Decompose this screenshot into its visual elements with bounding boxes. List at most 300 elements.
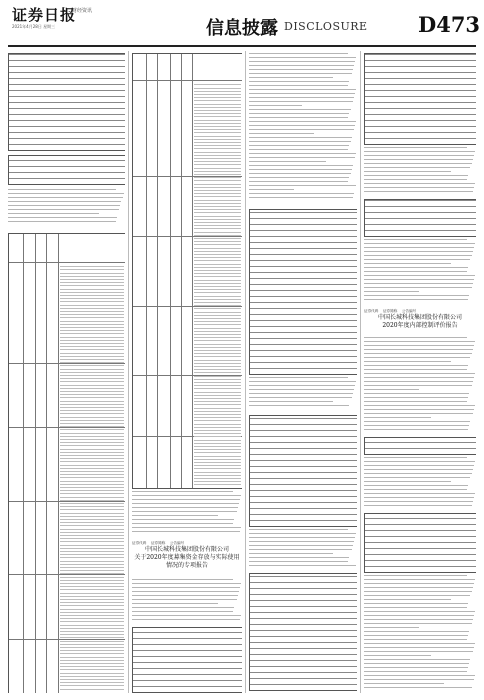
article-title: 2020年度内部控制评价报告: [382, 321, 458, 329]
table-cell-text: [194, 414, 241, 415]
table-cell-text: [194, 184, 241, 185]
table-cell-text: [194, 190, 241, 191]
table-cell-text: [194, 363, 241, 364]
table-col-rule: [58, 234, 59, 693]
table-cell-text: [60, 353, 124, 354]
table-cell-text: [60, 282, 124, 283]
text-line: [8, 193, 124, 194]
text-line: [132, 615, 241, 616]
table-cell-text: [194, 366, 241, 367]
table-cell-text: [60, 407, 124, 408]
table-cell-text: [194, 94, 241, 95]
text-line: [8, 197, 123, 198]
text-line: [364, 255, 472, 256]
table-cell-text: [60, 602, 124, 603]
text-line: [364, 271, 467, 272]
table-cell-text: [194, 296, 241, 297]
table-col-rule: [23, 234, 24, 693]
text-line: [8, 217, 117, 218]
table-cell-text: [194, 289, 241, 290]
text-line: [364, 615, 474, 616]
text-line: [364, 623, 472, 624]
table-cell-text: [194, 395, 241, 396]
table-cell-text: [194, 104, 241, 105]
text-line: [249, 553, 333, 554]
table-cell-text: [194, 257, 241, 258]
text-line: [249, 113, 349, 114]
text-line: [8, 205, 120, 206]
text-line: [249, 549, 352, 550]
text-line: [364, 349, 473, 350]
text-line: [364, 505, 472, 506]
text-line: [364, 381, 473, 382]
table-cell-text: [194, 369, 241, 370]
table-cell-text: [194, 216, 241, 217]
text-block: [249, 53, 357, 203]
text-line: [249, 537, 355, 538]
table-cell-text: [60, 375, 124, 376]
table-cell-text: [60, 397, 124, 398]
logo-subtitle: 财经资讯: [72, 8, 93, 14]
table-cell-text: [60, 615, 124, 616]
table-cell-text: [194, 164, 241, 165]
table-cell-text: [60, 477, 124, 478]
text-line: [364, 377, 474, 378]
table-cell-text: [194, 334, 241, 335]
text-line: [364, 171, 451, 172]
table-cell-text: [60, 679, 124, 680]
text-line: [364, 595, 470, 596]
table-cell-text: [194, 267, 241, 268]
text-line: [249, 181, 348, 182]
text-block: [364, 147, 476, 195]
table-cell-text: [194, 107, 241, 108]
text-line: [132, 499, 240, 500]
table-cell-text: [194, 324, 241, 325]
table-cell-text: [60, 321, 124, 322]
text-line: [364, 635, 468, 636]
table-cell-text: [60, 458, 124, 459]
masthead-rule: [8, 45, 476, 47]
table-cell-text: [60, 311, 124, 312]
text-line: [249, 105, 302, 106]
text-line: [249, 197, 353, 198]
text-line: [364, 299, 468, 300]
text-line: [249, 145, 349, 146]
text-line: [364, 175, 468, 176]
table-cell-text: [60, 532, 124, 533]
table-cell-text: [60, 449, 124, 450]
table-cell-text: [194, 388, 241, 389]
text-line: [364, 405, 475, 406]
text-line: [364, 587, 473, 588]
text-line: [364, 291, 419, 292]
text-line: [364, 357, 470, 358]
table-cell-text: [194, 219, 241, 220]
table-cell-text: [60, 647, 124, 648]
table-cell-text: [194, 232, 241, 233]
table-cell-text: [194, 123, 241, 124]
text-line: [364, 603, 468, 604]
text-line: [249, 165, 353, 166]
text-line: [132, 619, 240, 620]
text-line: [132, 503, 239, 504]
table-cell-text: [194, 91, 241, 92]
table-cell-text: [194, 312, 241, 313]
table-cell-text: [194, 404, 241, 405]
text-line: [249, 393, 353, 394]
text-line: [249, 381, 356, 382]
table-cell-text: [60, 567, 124, 568]
table-cell-text: [60, 298, 124, 299]
table-cell-text: [194, 299, 241, 300]
text-line: [249, 157, 355, 158]
table-cell-text: [194, 152, 241, 153]
table-cell-text: [194, 200, 241, 201]
text-line: [364, 687, 472, 688]
table-cell-text: [60, 324, 124, 325]
table-cell-text: [194, 430, 241, 431]
table-cell-text: [194, 286, 241, 287]
table-cell-text: [60, 365, 124, 366]
table-cell-text: [60, 474, 124, 475]
table-row-rule: [9, 501, 125, 502]
table-cell-text: [60, 436, 124, 437]
text-line: [249, 177, 349, 178]
table-cell-text: [60, 689, 124, 690]
column-divider: [128, 51, 129, 693]
text-line: [364, 287, 472, 288]
table-cell-text: [194, 484, 241, 485]
text-line: [364, 163, 472, 164]
text-line: [364, 385, 472, 386]
table-cell-text: [194, 328, 241, 329]
table-cell-text: [194, 264, 241, 265]
table-cell-text: [60, 465, 124, 466]
text-line: [364, 477, 470, 478]
text-line: [364, 457, 467, 458]
table-cell-text: [194, 120, 241, 121]
table-cell-text: [60, 541, 124, 542]
table-col-rule: [192, 54, 193, 488]
table-cell-text: [194, 155, 241, 156]
text-line: [364, 425, 469, 426]
table-cell-text: [60, 333, 124, 334]
table-cell-text: [194, 196, 241, 197]
table-col-rule: [157, 54, 158, 488]
table-cell-text: [60, 471, 124, 472]
table-cell-text: [60, 506, 124, 507]
table-cell-text: [60, 269, 124, 270]
table-cell-text: [194, 177, 241, 178]
table-cell-text: [194, 244, 241, 245]
text-line: [249, 121, 356, 122]
text-line: [364, 263, 451, 264]
text-line: [249, 149, 348, 150]
text-line: [249, 561, 348, 562]
table-cell-text: [194, 411, 241, 412]
text-line: [249, 389, 354, 390]
text-block: [364, 239, 476, 303]
table-cell-text: [60, 490, 124, 491]
table-cell-text: [60, 625, 124, 626]
text-line: [364, 639, 467, 640]
text-block: [364, 457, 476, 509]
table-cell-text: [60, 452, 124, 453]
column-1: [8, 51, 125, 693]
text-line: [249, 57, 356, 58]
text-line: [249, 193, 354, 194]
table-block: [364, 199, 476, 237]
text-line: [364, 429, 468, 430]
table-cell-text: [60, 487, 124, 488]
table-cell-text: [194, 465, 241, 466]
text-line: [364, 243, 475, 244]
table-cell-text: [60, 305, 124, 306]
table-cell-text: [194, 459, 241, 460]
column-3: [249, 51, 357, 693]
table-cell-text: [60, 573, 124, 574]
table-cell-text: [60, 279, 124, 280]
text-line: [364, 413, 473, 414]
text-line: [364, 489, 467, 490]
text-line: [132, 611, 233, 612]
table-cell-text: [60, 551, 124, 552]
table-cell-text: [60, 673, 124, 674]
table-cell-text: [60, 657, 124, 658]
text-line: [249, 545, 353, 546]
table-cell-text: [194, 417, 241, 418]
table-cell-text: [194, 248, 241, 249]
table-cell-text: [194, 401, 241, 402]
text-line: [132, 583, 241, 584]
table-cell-text: [194, 283, 241, 284]
table-cell-text: [194, 478, 241, 479]
table-cell-text: [194, 462, 241, 463]
text-line: [364, 481, 451, 482]
text-line: [249, 77, 333, 78]
text-line: [364, 353, 472, 354]
text-line: [364, 683, 444, 684]
table-cell-text: [194, 225, 241, 226]
table-cell-text: [60, 599, 124, 600]
text-line: [8, 201, 121, 202]
table-cell-text: [194, 145, 241, 146]
text-line: [364, 647, 474, 648]
text-line: [364, 643, 475, 644]
text-line: [364, 159, 473, 160]
table-cell-text: [60, 410, 124, 411]
text-line: [364, 373, 475, 374]
text-line: [364, 599, 451, 600]
table-cell-text: [194, 427, 241, 428]
column-2: [132, 51, 242, 693]
text-line: [249, 97, 354, 98]
text-line: [364, 275, 475, 276]
text-line: [132, 527, 241, 528]
table-cell-text: [60, 330, 124, 331]
table-cell-text: [60, 401, 124, 402]
table-cell-text: [60, 663, 124, 664]
text-line: [249, 117, 348, 118]
table-cell-text: [60, 577, 124, 578]
table-cell-text: [60, 426, 124, 427]
text-line: [364, 247, 474, 248]
text-line: [249, 565, 356, 566]
table-cell-text: [194, 305, 241, 306]
table-cell-text: [194, 382, 241, 383]
text-line: [364, 579, 475, 580]
table-cell-text: [194, 139, 241, 140]
text-line: [132, 595, 238, 596]
text-line: [364, 651, 473, 652]
table-cell-text: [60, 327, 124, 328]
text-line: [249, 529, 348, 530]
text-line: [364, 239, 467, 240]
text-block: [249, 377, 357, 411]
text-block: [364, 575, 476, 691]
table-cell-text: [60, 631, 124, 632]
text-line: [364, 679, 474, 680]
table-cell-text: [60, 385, 124, 386]
table-cell-text: [60, 666, 124, 667]
table-cell-text: [60, 417, 124, 418]
text-line: [249, 173, 351, 174]
table-cell-text: [60, 538, 124, 539]
text-line: [249, 125, 355, 126]
table-block: [132, 53, 242, 489]
text-block: [132, 491, 242, 535]
article-header: 证券代码 证券简称 公告编号 中国长城科技集团股份有限公司 2020年度内部控制评价报告: [364, 309, 476, 330]
text-line: [364, 659, 470, 660]
table-cell-text: [60, 445, 124, 446]
column-divider: [245, 51, 246, 693]
table-cell-text: [194, 222, 241, 223]
table-cell-text: [60, 618, 124, 619]
table-cell-text: [60, 285, 124, 286]
table-cell-text: [60, 564, 124, 565]
table-cell-text: [194, 187, 241, 188]
table-cell-text: [194, 174, 241, 175]
text-line: [364, 591, 472, 592]
text-line: [364, 279, 474, 280]
table-cell-text: [194, 315, 241, 316]
text-line: [249, 401, 333, 402]
table-cell-text: [60, 660, 124, 661]
text-line: [132, 579, 233, 580]
column-4: [364, 51, 476, 693]
table-cell-text: [60, 628, 124, 629]
table-cell-text: [194, 452, 241, 453]
text-line: [364, 461, 475, 462]
table-cell-text: [60, 433, 124, 434]
text-line: [364, 663, 469, 664]
text-line: [249, 93, 355, 94]
table-cell-text: [60, 493, 124, 494]
text-line: [8, 213, 99, 214]
table-cell-text: [194, 113, 241, 114]
text-block: [132, 579, 242, 623]
table-cell-text: [194, 376, 241, 377]
table-cell-text: [60, 650, 124, 651]
text-line: [364, 267, 468, 268]
table-cell-text: [60, 394, 124, 395]
table-cell-text: [194, 292, 241, 293]
text-line: [364, 187, 474, 188]
table-col-rule: [170, 54, 171, 488]
table-cell-text: [60, 554, 124, 555]
table-cell-text: [60, 596, 124, 597]
table-cell-text: [60, 391, 124, 392]
table-cell-text: [60, 548, 124, 549]
table-cell-text: [60, 429, 124, 430]
table-cell-text: [194, 260, 241, 261]
text-line: [249, 377, 348, 378]
table-cell-text: [194, 379, 241, 380]
table-cell-text: [60, 369, 124, 370]
text-line: [249, 153, 356, 154]
table-cell-text: [60, 420, 124, 421]
text-line: [132, 591, 239, 592]
text-line: [364, 365, 468, 366]
text-line: [132, 603, 218, 604]
table-block: [249, 573, 357, 691]
table-block: [364, 53, 476, 145]
table-block: [132, 627, 242, 693]
text-line: [364, 337, 467, 338]
table-cell-text: [194, 142, 241, 143]
section-title-en: DISCLOSURE: [284, 20, 368, 33]
table-cell-text: [194, 360, 241, 361]
issue-date: 2021年4月28日 星期三: [12, 24, 56, 29]
text-line: [249, 69, 353, 70]
table-cell-text: [194, 392, 241, 393]
text-line: [364, 167, 470, 168]
text-line: [364, 369, 467, 370]
table-cell-text: [60, 266, 124, 267]
table-cell-text: [194, 126, 241, 127]
table-cell-text: [60, 545, 124, 546]
text-line: [364, 627, 419, 628]
table-cell-text: [194, 270, 241, 271]
table-cell-text: [60, 317, 124, 318]
text-line: [364, 619, 473, 620]
text-line: [364, 409, 474, 410]
company-name: 中国长城科技集团股份有限公司: [377, 313, 462, 321]
table-cell-text: [194, 398, 241, 399]
text-line: [8, 189, 116, 190]
table-cell-text: [194, 193, 241, 194]
text-line: [249, 533, 356, 534]
text-line: [249, 53, 348, 54]
table-cell-text: [194, 302, 241, 303]
table-cell-text: [60, 593, 124, 594]
table-cell-text: [194, 440, 241, 441]
table-cell-text: [194, 209, 241, 210]
page-number: D473: [418, 12, 481, 37]
table-cell-text: [60, 570, 124, 571]
table-cell-text: [60, 513, 124, 514]
table-cell-text: [194, 110, 241, 111]
text-line: [364, 417, 431, 418]
table-cell-text: [60, 388, 124, 389]
table-cell-text: [194, 449, 241, 450]
table-cell-text: [60, 685, 124, 686]
table-row-rule: [9, 262, 125, 263]
table-cell-text: [194, 161, 241, 162]
table-cell-text: [194, 318, 241, 319]
table-cell-text: [194, 168, 241, 169]
